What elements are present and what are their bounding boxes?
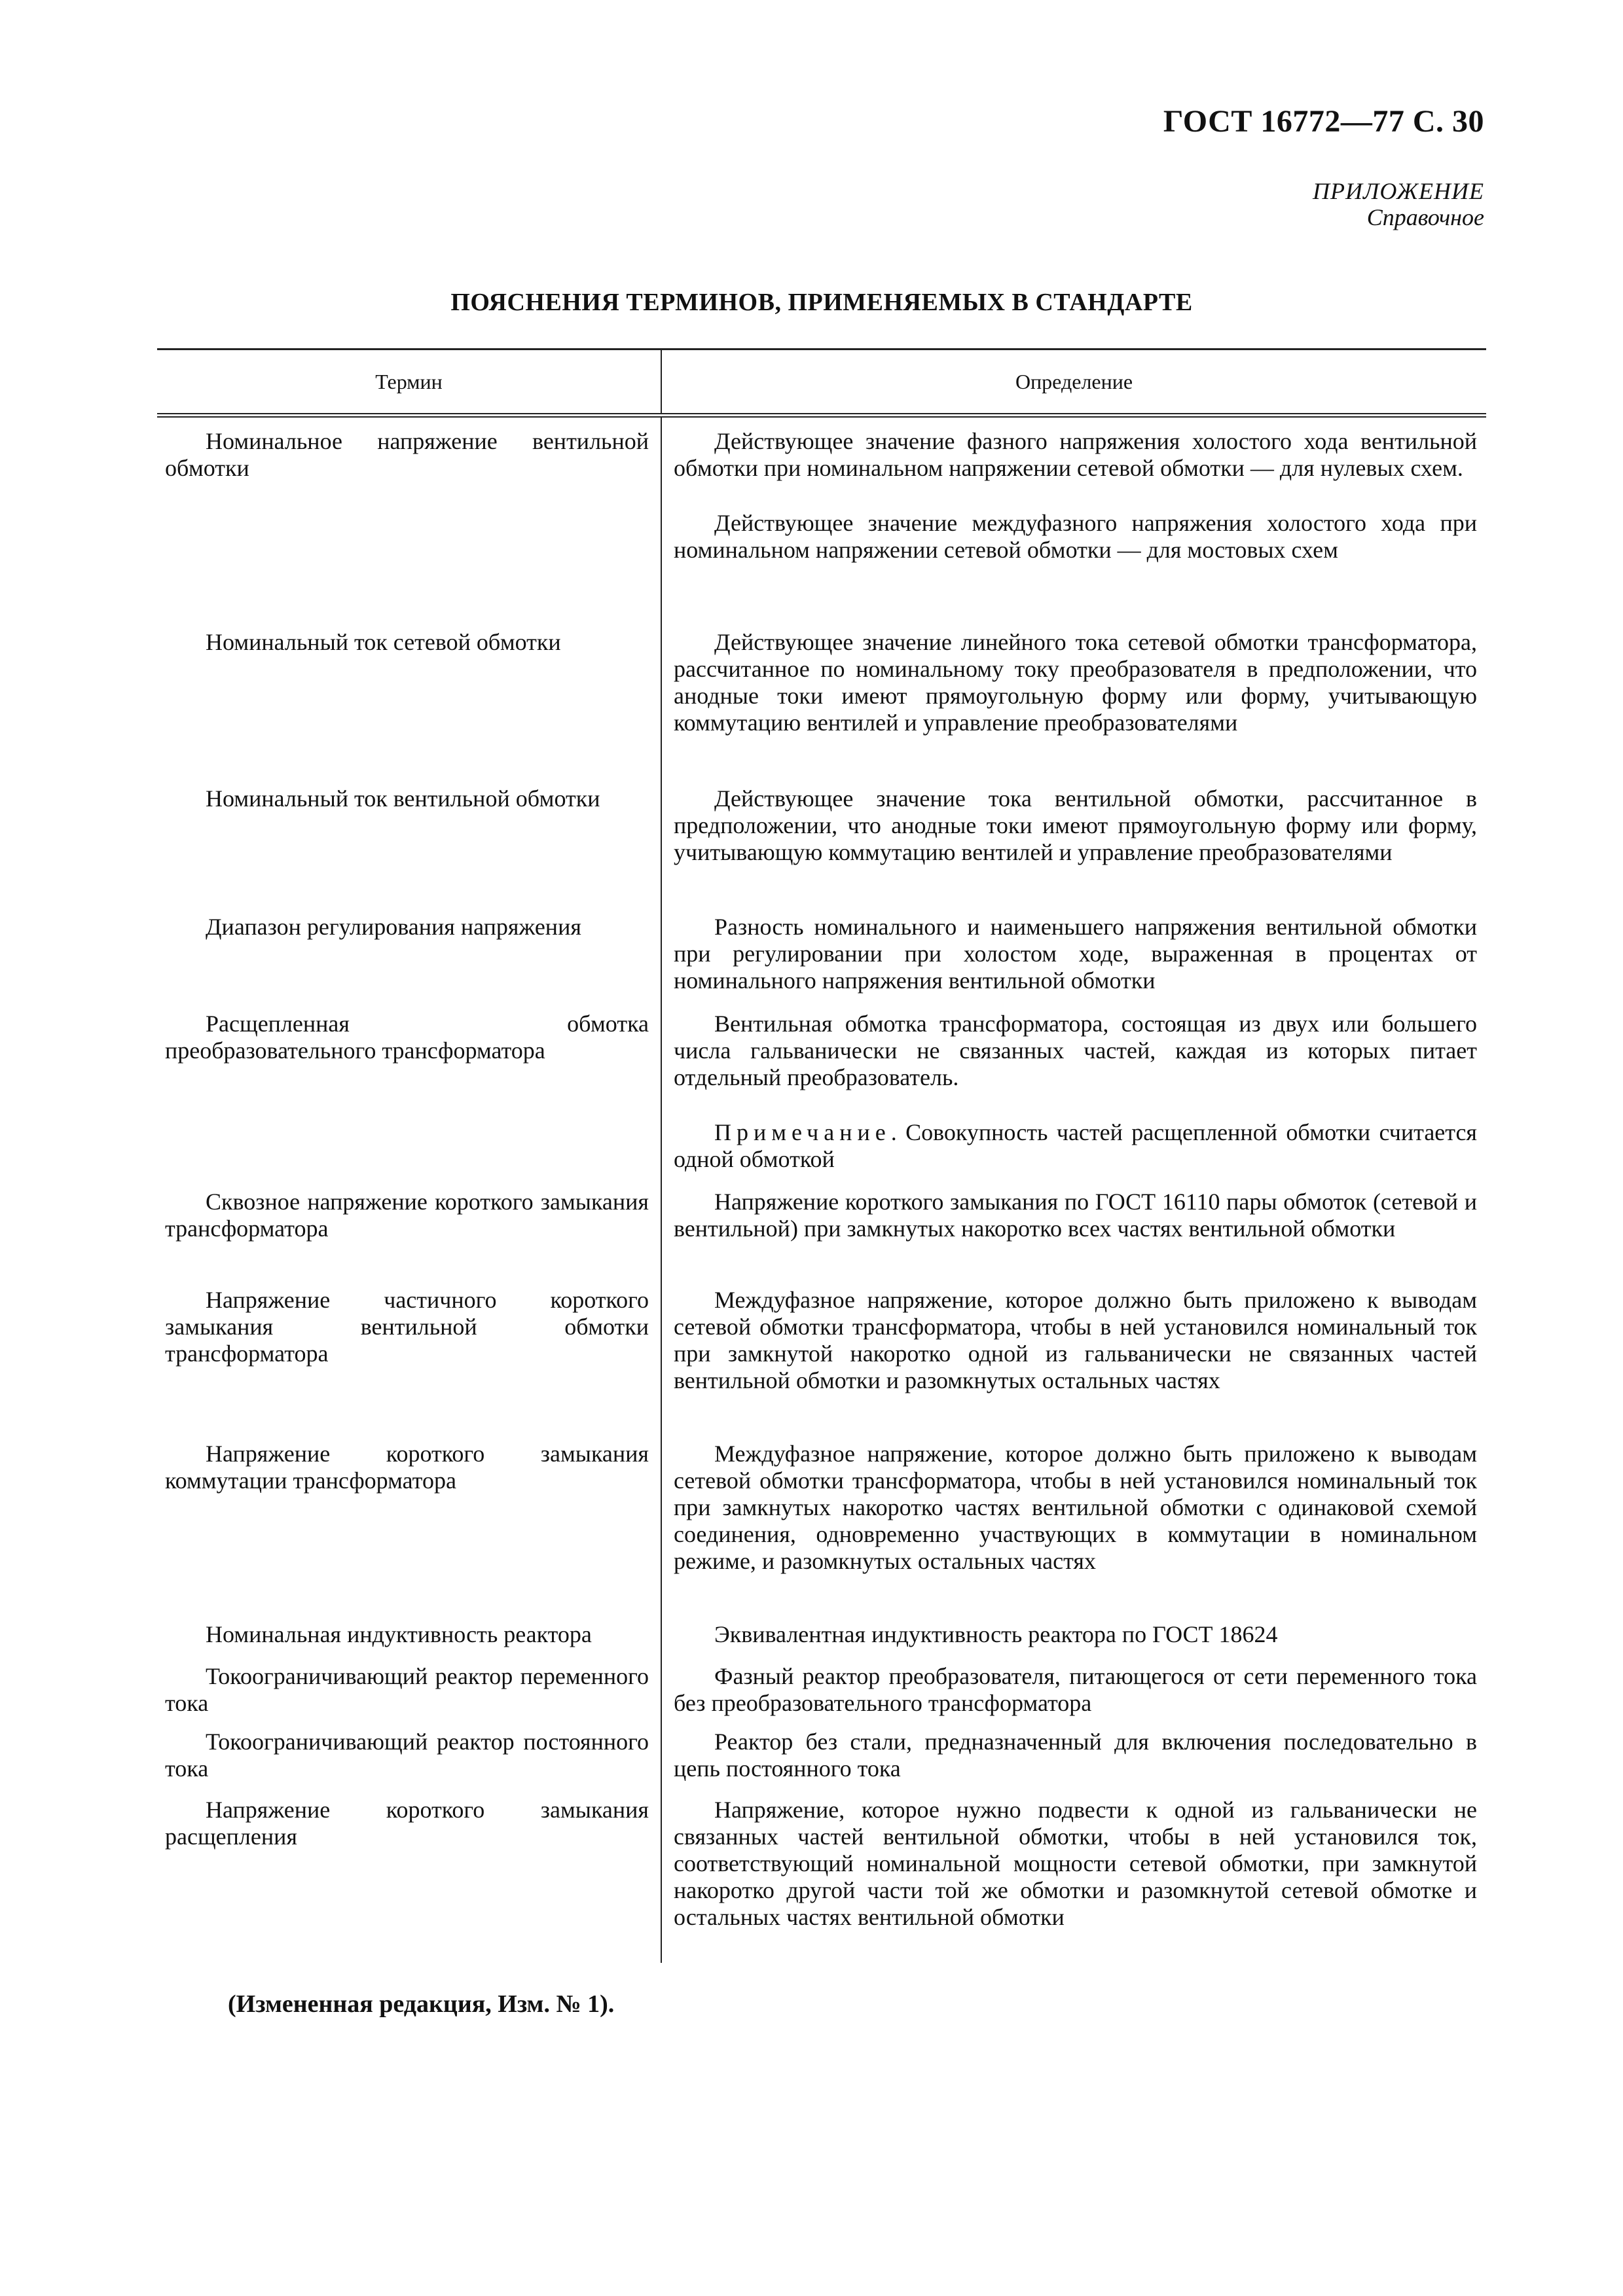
definition-cell [661, 1615, 1486, 1657]
table-row [157, 1657, 1486, 1722]
definition-text: Вентильная обмотка трансформатора, состоящая из двух или большего числа гальванически не связанных частей, каждая из которых питает отдельный преобразователь. [674, 1010, 1477, 1090]
term-cell: Сквозное напряжение короткого замыкания трансформатора [157, 1182, 661, 1280]
table-row [157, 1182, 1486, 1280]
note-label: Примечание [714, 1119, 891, 1145]
definition-text: Действующее значение линейного тока сетевой обмотки трансформатора, рассчитанное по номинальному току преобразователя в предположении, что анодные токи имеют прямоугольную форму или форму, учитывающую коммутацию вентилей и управление преобразователями [674, 628, 1477, 736]
definition-text: Реактор без стали, предназначенный для включения последовательно в цепь постоянного тока [674, 1728, 1477, 1782]
table-row [157, 1790, 1486, 1963]
definition-text: Фазный реактор преобразователя, питающегося от сети переменного тока без преобразовательного трансформатора [674, 1662, 1477, 1716]
appendix-label [1313, 178, 1484, 230]
definition-cell [661, 416, 1486, 622]
running-head: ГОСТ 16772—77 С. 30 [1163, 104, 1484, 139]
table-row [157, 1615, 1486, 1657]
table-header-row [157, 350, 1486, 416]
definition-text: Междуфазное напряжение, которое должно быть приложено к выводам сетевой обмотки трансформатора, чтобы в ней установился номинальный ток при замкнутой накоротко одной из гальванически не связанных частей вентильной обмотки и разомкнутых остальных частях [674, 1286, 1477, 1393]
definition-text: Разность номинального и наименьшего напряжения вентильной обмотки при регулировании при холостом ходе, выраженная в процентах от номинального напряжения вентильной обмотки [674, 913, 1477, 994]
revision-note: (Измененная редакция, Изм. № 1). [228, 1990, 615, 2018]
table-row [157, 1722, 1486, 1790]
definition-cell [661, 1657, 1486, 1722]
definition-text: Напряжение короткого замыкания по ГОСТ 16110 пары обмоток (сетевой и вентильной) при замкнутых накоротко всех частях вентильной обмотки [674, 1188, 1477, 1242]
page-title: ПОЯСНЕНИЯ ТЕРМИНОВ, ПРИМЕНЯЕМЫХ В СТАНДАРТЕ [450, 289, 1193, 316]
appendix-title: ПРИЛОЖЕНИЕ [1313, 178, 1484, 204]
term-cell: Токоограничивающий реактор переменного тока [157, 1657, 661, 1722]
term-cell: Номинальное напряжение вентильной обмотки [157, 416, 661, 622]
term-cell: Расщепленная обмотка преобразовательного трансформатора [157, 1004, 661, 1182]
appendix-type: Справочное [1366, 204, 1484, 230]
table-row [157, 416, 1486, 622]
term-cell: Напряжение частичного короткого замыкания вентильной обмотки трансформатора [157, 1280, 661, 1434]
term-cell: Напряжение короткого замыкания коммутации трансформатора [157, 1434, 661, 1615]
definition-cell [661, 1790, 1486, 1963]
note-text: . Совокупность частей расщепленной обмотки считается одной обмоткой [674, 1119, 1477, 1172]
term-cell: Номинальный ток вентильной обмотки [157, 779, 661, 907]
definition-cell [661, 1182, 1486, 1280]
table-row [157, 622, 1486, 779]
definition-cell [661, 1722, 1486, 1790]
definition-cell [661, 779, 1486, 907]
definition-note [674, 1119, 1477, 1173]
table-row [157, 907, 1486, 1004]
term-cell: Диапазон регулирования напряжения [157, 907, 661, 1004]
definition-text: Действующее значение междуфазного напряжения холостого хода при номинальном напряжении сетевой обмотки — для мостовых схем [674, 510, 1477, 563]
definition-cell [661, 1280, 1486, 1434]
definition-text: Междуфазное напряжение, которое должно быть приложено к выводам сетевой обмотки трансформатора, чтобы в ней установился номинальный ток при замкнутых накоротко частях вентильной обмотки с одинаковой схемой соединения, одновременно участвующих в коммутации в номинальном режиме, и разомкнутых остальных частях [674, 1440, 1477, 1574]
table-row [157, 779, 1486, 907]
terms-table [157, 348, 1486, 1963]
term-cell: Напряжение короткого замыкания расщепления [157, 1790, 661, 1963]
definition-text: Действующее значение фазного напряжения холостого хода вентильной обмотки при номинальном напряжении сетевой обмотки — для нулевых схем. [674, 428, 1477, 481]
definition-cell [661, 1434, 1486, 1615]
definition-text: Действующее значение тока вентильной обмотки, рассчитанное в предположении, что анодные токи имеют прямоугольную форму или форму, учитывающую коммутацию вентилей и управление преобразователями [674, 785, 1477, 865]
term-cell: Токоограничивающий реактор постоянного тока [157, 1722, 661, 1790]
definition-text: Эквивалентная индуктивность реактора по ГОСТ 18624 [714, 1621, 1278, 1647]
column-header-definition: Определение [661, 350, 1486, 416]
column-header-term: Термин [157, 350, 661, 416]
table-row [157, 1004, 1486, 1182]
table-row [157, 1280, 1486, 1434]
term-cell: Номинальная индуктивность реактора [157, 1615, 661, 1657]
term-cell: Номинальный ток сетевой обмотки [157, 622, 661, 779]
definition-cell [661, 1004, 1486, 1182]
definition-cell [661, 622, 1486, 779]
definition-cell [661, 907, 1486, 1004]
definition-text: Напряжение, которое нужно подвести к одной из гальванически не связанных частей вентильной обмотки, чтобы в ней установился ток, соответствующий номинальной мощности сетевой обмотки, при замкнутой накоротко другой части той же обмотки и разомкнутой сетевой обмотке и остальных частях вентильной обмотки [674, 1796, 1477, 1930]
table-row [157, 1434, 1486, 1615]
